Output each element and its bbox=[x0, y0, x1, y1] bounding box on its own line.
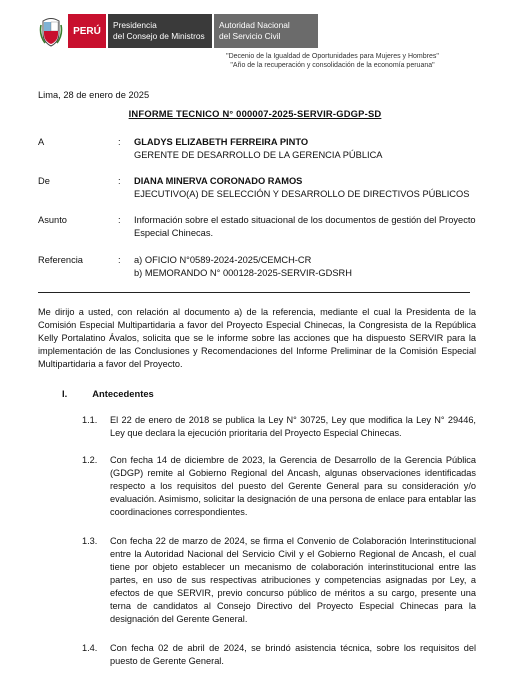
list-item bbox=[82, 414, 476, 440]
meta-reference-label: Referencia bbox=[38, 255, 83, 265]
reference-a: a) OFICIO N°0589-2024-2025/CEMCH-CR bbox=[134, 255, 312, 265]
document-title: INFORME TECNICO N° 000007-2025-SERVIR-GDGP-SD bbox=[128, 108, 382, 119]
item-number: 1.1. bbox=[82, 415, 98, 425]
meta-from-name: DIANA MINERVA CORONADO RAMOS bbox=[134, 176, 303, 186]
meta-from-colon: : bbox=[118, 176, 121, 186]
section-title: Antecedentes bbox=[92, 388, 154, 399]
pcm-logo bbox=[108, 14, 212, 48]
meta-from-label: De bbox=[38, 176, 50, 186]
meta-subject-label: Asunto bbox=[38, 215, 67, 225]
institutional-header bbox=[38, 14, 318, 48]
item-number: 1.4. bbox=[82, 643, 98, 653]
meta-to-value bbox=[134, 136, 504, 162]
pcm-line-1: Presidencia bbox=[113, 20, 157, 30]
section-number: I. bbox=[62, 388, 68, 399]
meta-from-role: EJECUTIVO(A) DE SELECCIÓN Y DESARROLLO DE DIRECTIVOS PÚBLICOS bbox=[134, 189, 470, 199]
item-text: Con fecha 14 de diciembre de 2023, la Gerencia de Desarrollo de la Gerencia Pública (GDGP) remite al Gobierno Regional del Ancash, algunas observaciones identificadas respecto a los requisitos del puesto del Gerente General para su consideración y/o evaluación. Asimismo, solicitar la designación de una persona de enlace para entablar las coordinaciones correspondientes. bbox=[110, 455, 476, 517]
document-date: Lima, 28 de enero de 2025 bbox=[38, 90, 150, 100]
servir-line-2: del Servicio Civil bbox=[219, 31, 281, 41]
meta-reference-colon: : bbox=[118, 255, 121, 265]
item-number: 1.2. bbox=[82, 455, 98, 465]
meta-to-colon: : bbox=[118, 137, 121, 147]
pcm-line-2: del Consejo de Ministros bbox=[113, 31, 205, 41]
servir-line-1: Autoridad Nacional bbox=[219, 20, 290, 30]
list-item bbox=[82, 454, 476, 519]
meta-subject-colon: : bbox=[118, 215, 121, 225]
intro-paragraph: Me dirijo a usted, con relación al documento a) de la referencia, mediante el cual la Presidenta de la Comisión Especial Multipartidaria a favor del Proyecto Especial Chinecas, la Congresista de la República Kelly Portalatino Ávalos, solicita que se le informe sobre las acciones que ha dispuesto SERVIR para la implementación de las Conclusiones y Recomendaciones del Informe Preliminar de la Comisión Especial Multipartidaria a favor del Proyecto. bbox=[38, 307, 476, 369]
divider bbox=[38, 292, 470, 293]
list-item bbox=[82, 535, 476, 626]
meta-to-label: A bbox=[38, 137, 45, 147]
meta-from-value bbox=[134, 175, 504, 201]
list-item bbox=[82, 642, 476, 668]
item-text: El 22 de enero de 2018 se publica la Ley N° 30725, Ley que modifica la Ley N° 29446, Ley que declara la ejecución prioritaria del Proyecto Especial Chinecas. bbox=[110, 415, 476, 438]
reference-b: b) MEMORANDO N° 000128-2025-SERVIR-GDSRH bbox=[134, 268, 352, 278]
meta-reference-value bbox=[134, 254, 504, 280]
section-heading bbox=[62, 388, 154, 399]
meta-to-name: GLADYS ELIZABETH FERREIRA PINTO bbox=[134, 137, 309, 147]
item-number: 1.3. bbox=[82, 536, 98, 546]
year-slogan bbox=[0, 52, 510, 70]
meta-to-role: GERENTE DE DESARROLLO DE LA GERENCIA PÚBLICA bbox=[134, 150, 383, 160]
coat-of-arms-icon bbox=[38, 14, 64, 48]
item-text: Con fecha 02 de abril de 2024, se brindó asistencia técnica, sobre los requisitos del puesto de Gerente General. bbox=[110, 643, 476, 666]
meta-subject-value: Información sobre el estado situacional de los documentos de gestión del Proyecto Especial Chinecas. bbox=[134, 215, 476, 238]
servir-logo bbox=[214, 14, 318, 48]
slogan-line-1: "Decenio de la Igualdad de Oportunidades para Mujeres y Hombres" bbox=[226, 53, 439, 60]
item-text: Con fecha 22 de marzo de 2024, se firma el Convenio de Colaboración Interinstitucional entre la Autoridad Nacional del Servicio Civil y el Gobierno Regional de Ancash, el cual tiene por objeto establecer un mecanismo de colaboración interinstitucional entre las partes, en uso de sus respectivas atribuciones y competencias asignadas por Ley, a efectos de que SERVIR, previo concurso público de méritos a su cargo, presente una terna de candidatos al Consejo Directivo del Proyecto Especial Chinecas para la designación del Gerente General. bbox=[110, 536, 476, 624]
peru-logo: PERÚ bbox=[68, 14, 106, 48]
slogan-line-2: "Año de la recuperación y consolidación de la economía peruana" bbox=[230, 62, 435, 69]
